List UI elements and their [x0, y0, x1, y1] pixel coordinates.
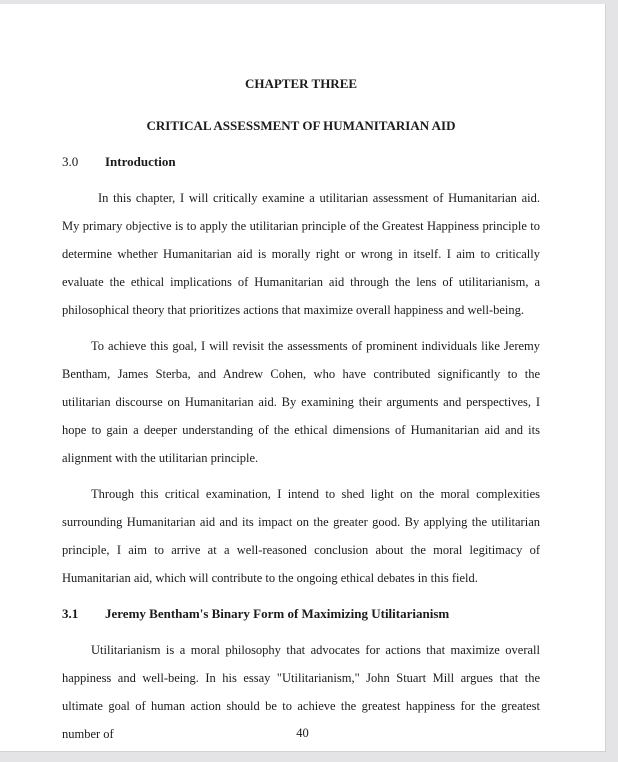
section-heading-3-1	[62, 600, 540, 628]
section-title: Introduction	[105, 154, 176, 169]
page-number: 40	[296, 726, 309, 740]
paragraph: Utilitarianism is a moral philosophy that advocates for actions that maximize overall happiness and well-being. In his essay "Utilitarianism," John Stuart Mill argues that the ultimate goal of human action should be to achieve the greatest happiness for the greatest number of	[62, 643, 540, 741]
chapter-title: CRITICAL ASSESSMENT OF HUMANITARIAN AID	[146, 118, 456, 133]
paragraph: To achieve this goal, I will revisit the assessments of prominent individuals like Jeremy Bentham, James Sterba, and Andrew Cohen, who have contributed significantly to the utilitarian discourse on Humanitarian aid. By examining their arguments and perspectives, I hope to gain a deeper understanding of the ethical dimensions of Humanitarian aid and its alignment with the utilitarian principle.	[62, 339, 540, 465]
section-heading-3-0	[62, 148, 540, 176]
document-page	[0, 4, 606, 752]
section-number: 3.0	[62, 154, 79, 169]
page-content	[62, 70, 540, 756]
paragraph: Through this critical examination, I intend to shed light on the moral complexities surrounding Humanitarian aid and its impact on the greater good. By applying the utilitarian principle, I aim to arrive at a well-reasoned conclusion about the moral legitimacy of Humanitarian aid, which will contribute to the ongoing ethical debates in this field.	[62, 487, 540, 585]
section-number: 3.1	[62, 606, 79, 621]
chapter-heading: CHAPTER THREE	[244, 76, 358, 91]
paragraph: In this chapter, I will critically examine a utilitarian assessment of Humanitarian aid. My primary objective is to apply the utilitarian principle of the Greatest Happiness principle to determine whether Humanitarian aid is morally right or wrong in itself. I aim to critically evaluate the ethical implications of Humanitarian aid through the lens of utilitarianism, a philosophical theory that prioritizes actions that maximize overall happiness and well-being.	[62, 191, 540, 317]
section-title: Jeremy Bentham's Binary Form of Maximizing Utilitarianism	[105, 606, 450, 621]
